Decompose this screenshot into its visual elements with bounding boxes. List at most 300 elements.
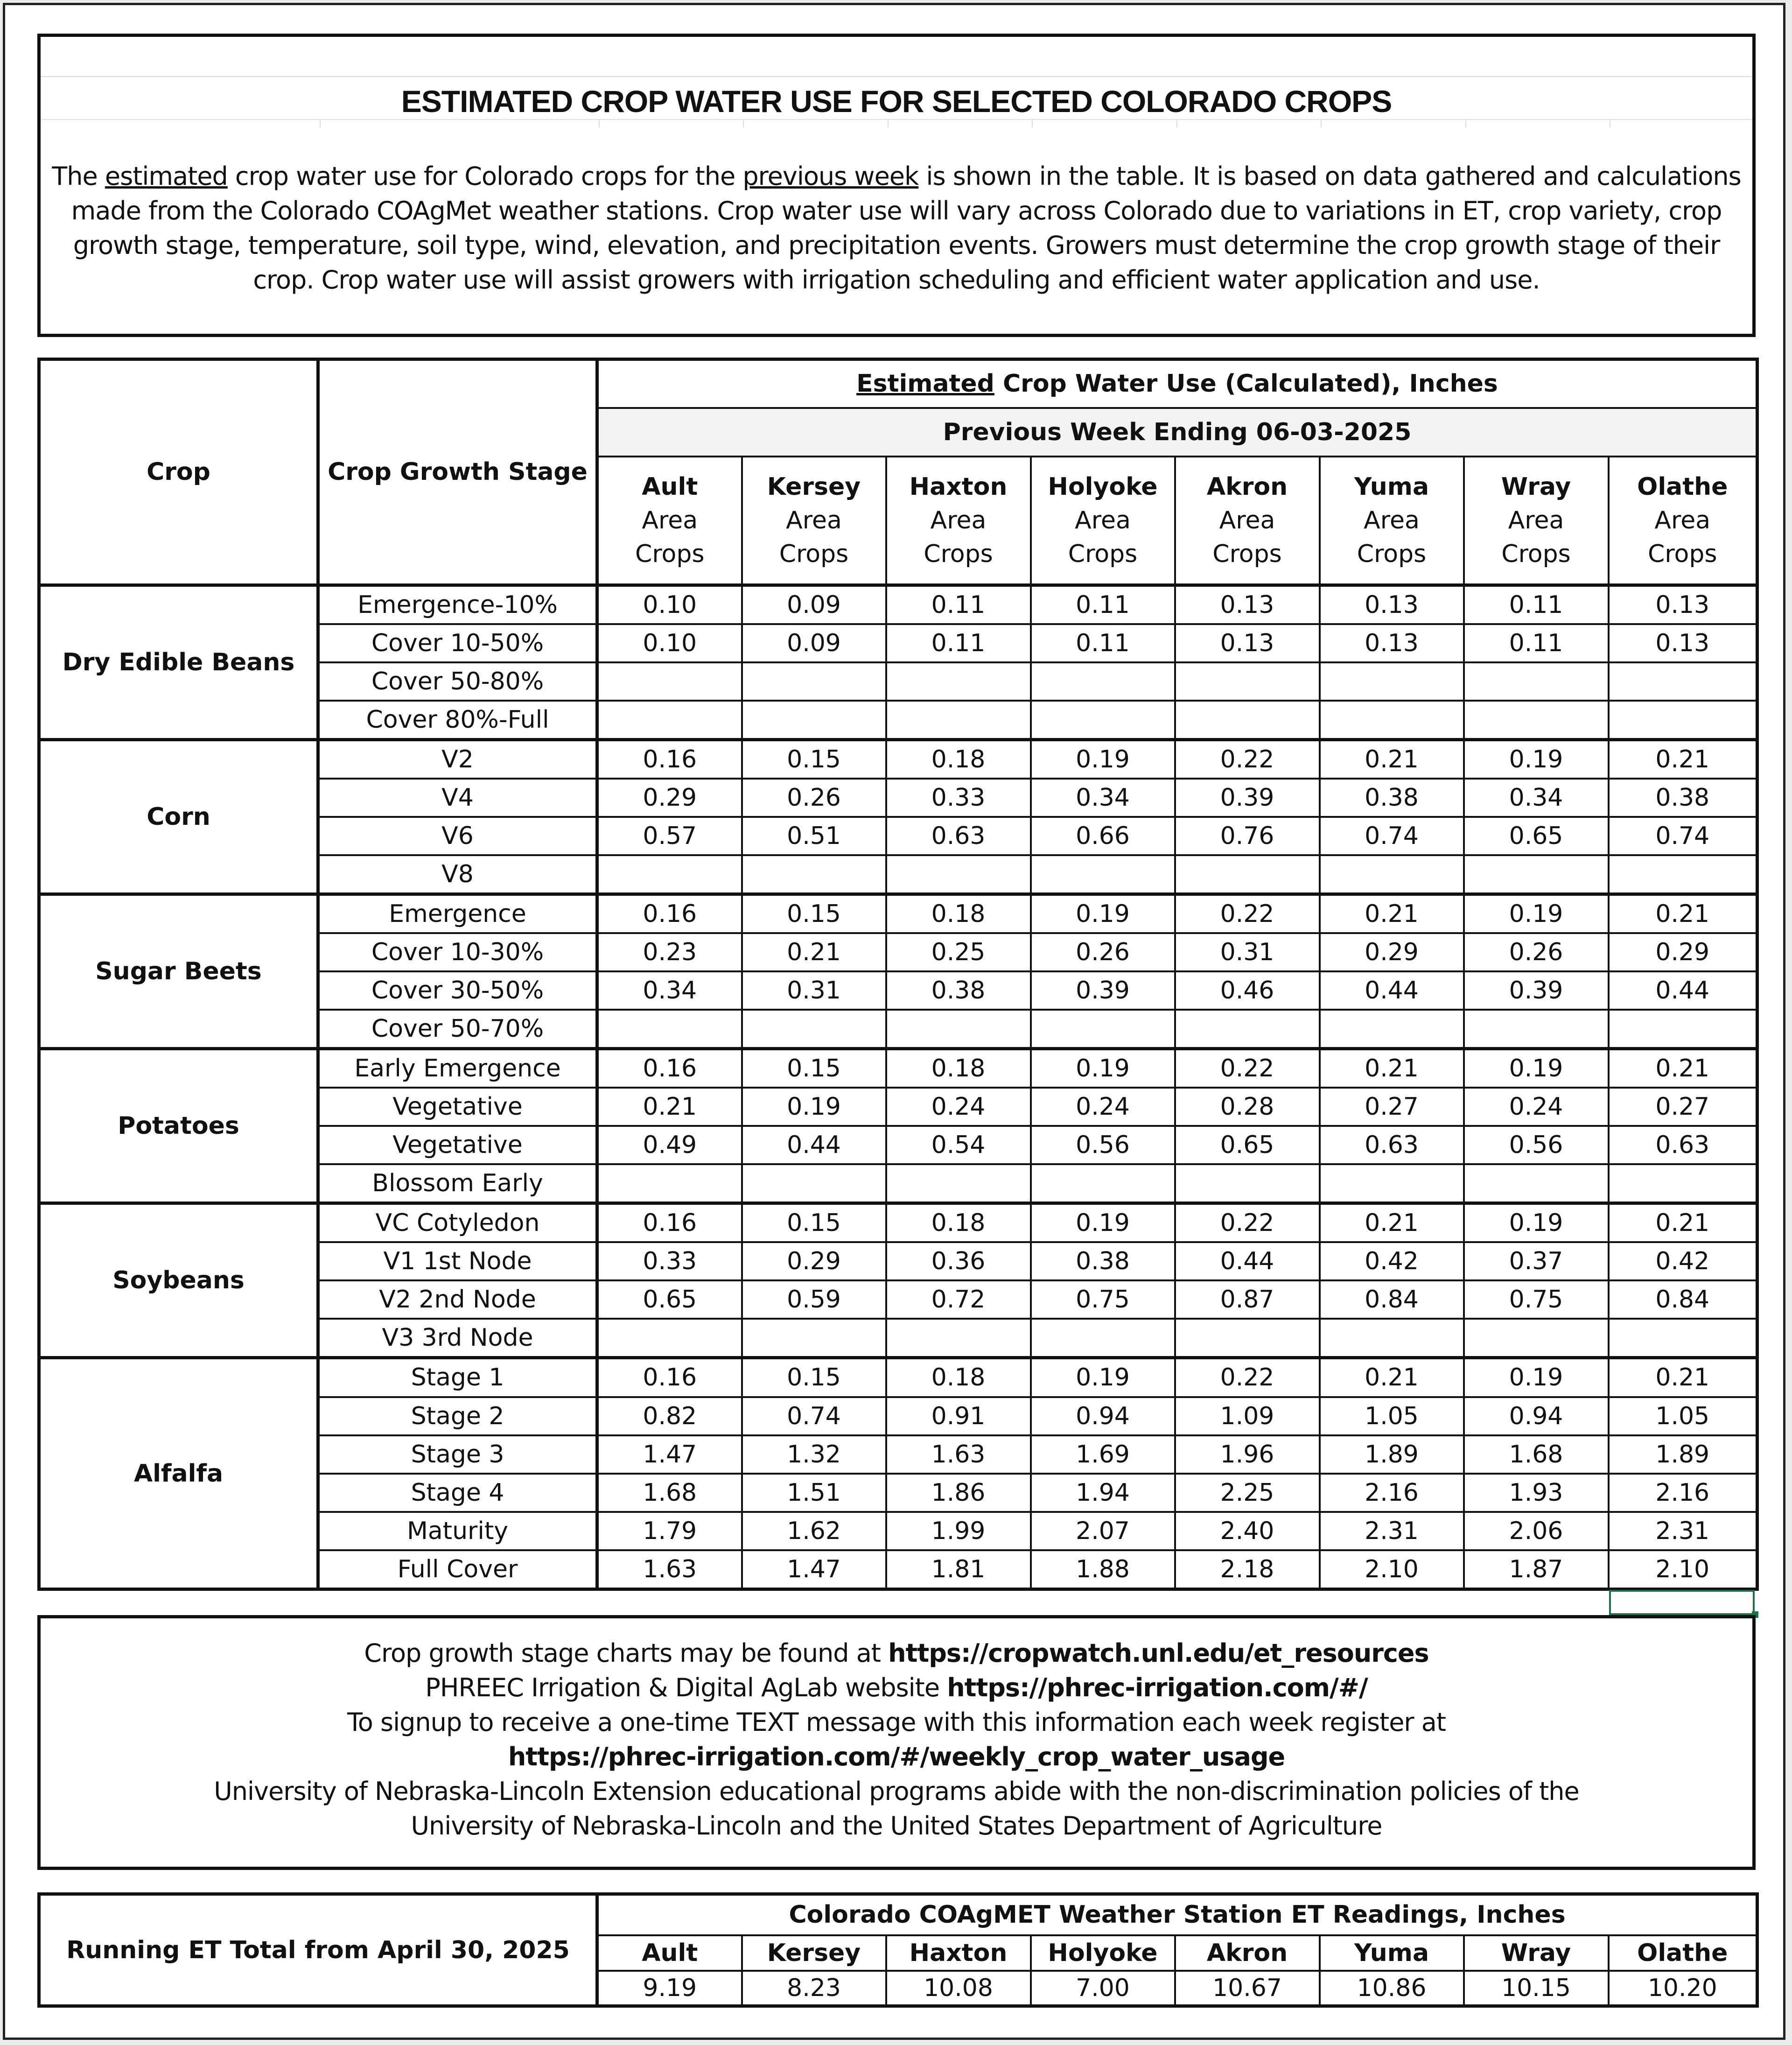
water-use-cell: 0.22 [1175, 894, 1320, 933]
water-use-cell [742, 1010, 886, 1049]
footer-line-text: Crop growth stage charts may be found at [364, 1638, 889, 1668]
water-use-cell: 0.72 [886, 1280, 1031, 1319]
water-use-cell: 0.19 [1031, 1049, 1175, 1088]
water-use-cell: 0.57 [597, 817, 742, 855]
water-use-cell: 0.18 [886, 1358, 1031, 1397]
water-use-cell: 0.13 [1175, 624, 1320, 662]
estimate-header-emphasis: Estimated [856, 370, 994, 398]
water-use-cell [1320, 1319, 1464, 1358]
water-use-cell: 0.21 [1609, 1049, 1757, 1088]
water-use-cell: 0.16 [597, 739, 742, 779]
water-use-cell: 0.74 [742, 1397, 886, 1435]
water-use-cell [597, 1319, 742, 1358]
water-use-cell: 0.19 [1031, 894, 1175, 933]
location-header-olathe [1609, 457, 1757, 585]
water-use-cell: 0.21 [1320, 1203, 1464, 1243]
growth-stage: V1 1st Node [318, 1242, 597, 1280]
water-use-cell: 1.09 [1175, 1397, 1320, 1435]
et-location-akron: Akron [1175, 1935, 1320, 1971]
water-use-cell [1464, 1319, 1609, 1358]
intro-text: is shown in the table. It is based on data gathered and calculations made from the Colorado COAgMet weather stations. Crop water use will vary across Colorado due to variations in ET, crop variety, crop growth stage, temperature, soil type, wind, elevation, and precipitation events. Growers must determine the crop growth stage of their crop. Crop water use will assist growers with irrigation scheduling and efficient water application and use. [71, 162, 1741, 295]
et-location-holyoke: Holyoke [1031, 1935, 1175, 1971]
water-use-cell: 0.22 [1175, 1203, 1320, 1243]
water-use-cell: 0.65 [1175, 1126, 1320, 1164]
water-use-cell: 0.18 [886, 739, 1031, 779]
water-use-cell: 2.16 [1320, 1474, 1464, 1512]
water-use-cell: 0.94 [1464, 1397, 1609, 1435]
water-use-cell: 0.38 [886, 971, 1031, 1010]
water-use-cell: 0.19 [1464, 1358, 1609, 1397]
location-header-wray [1464, 457, 1609, 585]
water-use-cell: 0.11 [1031, 624, 1175, 662]
location-name: Olathe [1637, 472, 1728, 501]
et-location-yuma: Yuma [1320, 1935, 1464, 1971]
water-use-cell: 0.84 [1320, 1280, 1464, 1319]
water-use-cell: 0.94 [1031, 1397, 1175, 1435]
water-use-cell: 0.10 [597, 585, 742, 624]
water-use-cell: 0.51 [742, 817, 886, 855]
intro-text: The [52, 162, 105, 191]
et-value: 10.67 [1175, 1971, 1320, 2006]
crops-label: Crops [1357, 540, 1427, 568]
water-use-cell: 0.39 [1031, 971, 1175, 1010]
footer-line [41, 1740, 1752, 1774]
location-name: Haxton [909, 472, 1008, 501]
water-use-cell: 0.15 [742, 739, 886, 779]
crops-label: Crops [1501, 540, 1571, 568]
water-use-cell [1464, 1164, 1609, 1203]
water-use-cell: 0.59 [742, 1280, 886, 1319]
crop-name: Sugar Beets [39, 894, 318, 1048]
location-name: Wray [1501, 472, 1571, 501]
water-use-cell: 0.44 [1320, 971, 1464, 1010]
water-use-cell: 0.13 [1320, 585, 1464, 624]
water-use-cell: 0.15 [742, 1203, 886, 1243]
crops-label: Crops [1648, 540, 1717, 568]
water-use-cell: 1.86 [886, 1474, 1031, 1512]
water-use-cell: 1.51 [742, 1474, 886, 1512]
water-use-cell: 0.21 [1320, 894, 1464, 933]
water-use-cell: 0.39 [1175, 779, 1320, 817]
growth-stage: Vegetative [318, 1088, 597, 1126]
location-header-ault [597, 457, 742, 585]
location-name: Holyoke [1048, 472, 1158, 501]
water-use-cell: 0.13 [1175, 585, 1320, 624]
water-use-cell [886, 662, 1031, 701]
table-row [39, 1049, 1757, 1088]
water-use-cell: 0.15 [742, 894, 886, 933]
water-use-cell: 2.06 [1464, 1512, 1609, 1550]
intro-emphasis: estimated [105, 162, 228, 191]
water-use-cell [1175, 701, 1320, 740]
water-use-cell: 0.87 [1175, 1280, 1320, 1319]
water-use-cell: 0.65 [1464, 817, 1609, 855]
water-use-cell: 2.40 [1175, 1512, 1320, 1550]
growth-stage: Vegetative [318, 1126, 597, 1164]
growth-stage: Emergence-10% [318, 585, 597, 624]
water-use-cell: 0.49 [597, 1126, 742, 1164]
footer-text [41, 1636, 1752, 1843]
water-use-cell: 0.39 [1464, 971, 1609, 1010]
cropwatch-link[interactable]: https://cropwatch.unl.edu/et_resources [888, 1638, 1429, 1668]
area-label: Area [1075, 506, 1131, 534]
water-use-cell: 0.34 [1031, 779, 1175, 817]
water-use-cell: 1.05 [1609, 1397, 1757, 1435]
water-use-cell [1031, 1164, 1175, 1203]
growth-stage: V3 3rd Node [318, 1319, 597, 1358]
water-use-cell: 0.11 [1031, 585, 1175, 624]
water-use-cell: 0.11 [1464, 624, 1609, 662]
footer-line [41, 1671, 1752, 1705]
water-use-cell: 0.24 [1464, 1088, 1609, 1126]
water-use-cell: 1.68 [597, 1474, 742, 1512]
water-use-cell: 1.96 [1175, 1435, 1320, 1474]
growth-stage: V2 [318, 739, 597, 779]
water-use-cell [742, 701, 886, 740]
growth-stage: Stage 2 [318, 1397, 597, 1435]
area-label: Area [1219, 506, 1275, 534]
water-use-cell: 0.25 [886, 933, 1031, 971]
crops-label: Crops [1212, 540, 1282, 568]
intro-text: crop water use for Colorado crops for the [227, 162, 743, 191]
crops-label: Crops [635, 540, 705, 568]
growth-stage: Blossom Early [318, 1164, 597, 1203]
water-use-cell: 0.16 [597, 1358, 742, 1397]
water-use-cell [597, 701, 742, 740]
water-use-cell: 0.65 [597, 1280, 742, 1319]
water-use-cell [1031, 662, 1175, 701]
water-use-cell: 0.23 [597, 933, 742, 971]
water-use-cell: 1.63 [886, 1435, 1031, 1474]
water-use-cell: 2.31 [1320, 1512, 1464, 1550]
water-use-cell: 0.15 [742, 1358, 886, 1397]
water-use-cell: 2.07 [1031, 1512, 1175, 1550]
stage-column-header: Crop Growth Stage [318, 359, 597, 585]
water-use-cell: 0.11 [886, 585, 1031, 624]
water-use-cell: 0.26 [742, 779, 886, 817]
sheet-gridline [41, 76, 1752, 77]
water-use-cell [1609, 662, 1757, 701]
water-use-cell: 0.21 [1609, 1203, 1757, 1243]
phrec-link[interactable]: https://phrec-irrigation.com/#/ [947, 1673, 1368, 1702]
water-use-cell [597, 1164, 742, 1203]
crop-name: Corn [39, 739, 318, 894]
water-use-cell: 0.37 [1464, 1242, 1609, 1280]
water-use-cell: 0.75 [1464, 1280, 1609, 1319]
selected-cell-outline[interactable] [1609, 1590, 1755, 1615]
water-use-cell [1031, 1319, 1175, 1358]
water-use-cell: 0.42 [1609, 1242, 1757, 1280]
water-use-cell: 0.27 [1609, 1088, 1757, 1126]
area-label: Area [1508, 506, 1564, 534]
water-use-cell [597, 662, 742, 701]
water-use-cell: 2.25 [1175, 1474, 1320, 1512]
water-use-cell [1031, 1010, 1175, 1049]
water-use-cell: 0.19 [1464, 894, 1609, 933]
water-use-cell: 1.32 [742, 1435, 886, 1474]
water-use-cell: 1.68 [1464, 1435, 1609, 1474]
growth-stage: VC Cotyledon [318, 1203, 597, 1243]
water-use-cell [597, 1010, 742, 1049]
water-use-cell: 0.10 [597, 624, 742, 662]
water-use-cell: 1.94 [1031, 1474, 1175, 1512]
header-box [37, 34, 1756, 337]
water-use-cell: 0.29 [1609, 933, 1757, 971]
water-use-cell: 0.21 [1609, 739, 1757, 779]
area-label: Area [930, 506, 987, 534]
et-value: 9.19 [597, 1971, 742, 2006]
location-header-holyoke [1031, 457, 1175, 585]
water-use-cell: 0.44 [742, 1126, 886, 1164]
et-value: 10.15 [1464, 1971, 1609, 2006]
location-header-akron [1175, 457, 1320, 585]
signup-link[interactable]: https://phrec-irrigation.com/#/weekly_crop_water_usage [508, 1742, 1285, 1771]
growth-stage: Full Cover [318, 1550, 597, 1589]
water-use-cell: 1.63 [597, 1550, 742, 1589]
growth-stage: V4 [318, 779, 597, 817]
water-use-cell [1320, 662, 1464, 701]
water-use-cell: 0.74 [1320, 817, 1464, 855]
water-use-cell: 0.27 [1320, 1088, 1464, 1126]
et-value: 10.86 [1320, 1971, 1464, 2006]
water-use-cell [1175, 662, 1320, 701]
intro-emphasis: previous week [742, 162, 919, 191]
area-label: Area [1654, 506, 1711, 534]
location-name: Yuma [1354, 472, 1429, 501]
water-use-cell: 0.11 [886, 624, 1031, 662]
water-use-cell: 0.13 [1320, 624, 1464, 662]
et-value: 7.00 [1031, 1971, 1175, 2006]
water-use-cell: 1.99 [886, 1512, 1031, 1550]
growth-stage: Cover 30-50% [318, 971, 597, 1010]
water-use-cell [1320, 855, 1464, 894]
footer-box [37, 1615, 1756, 1870]
location-name: Ault [642, 472, 698, 501]
water-use-cell: 0.44 [1609, 971, 1757, 1010]
et-location-olathe: Olathe [1609, 1935, 1757, 1971]
crop-name: Dry Edible Beans [39, 585, 318, 739]
page-title: ESTIMATED CROP WATER USE FOR SELECTED COLORADO CROPS [401, 84, 1392, 119]
water-use-cell: 0.18 [886, 1203, 1031, 1243]
crops-label: Crops [1068, 540, 1138, 568]
water-use-cell: 0.46 [1175, 971, 1320, 1010]
water-use-cell [886, 1010, 1031, 1049]
water-use-cell: 1.47 [597, 1435, 742, 1474]
water-use-cell: 0.42 [1320, 1242, 1464, 1280]
water-use-cell: 1.47 [742, 1550, 886, 1589]
water-use-cell: 0.13 [1609, 585, 1757, 624]
water-use-cell: 1.79 [597, 1512, 742, 1550]
growth-stage: Cover 10-30% [318, 933, 597, 971]
water-use-cell: 0.66 [1031, 817, 1175, 855]
crops-label: Crops [924, 540, 993, 568]
location-header-yuma [1320, 457, 1464, 585]
table-row [39, 1358, 1757, 1397]
water-use-cell: 0.19 [1031, 1358, 1175, 1397]
water-use-cell [742, 1164, 886, 1203]
water-use-cell [1464, 855, 1609, 894]
water-use-cell: 0.38 [1031, 1242, 1175, 1280]
water-use-cell [1609, 1010, 1757, 1049]
growth-stage: Early Emergence [318, 1049, 597, 1088]
area-label: Area [786, 506, 842, 534]
growth-stage: Emergence [318, 894, 597, 933]
water-use-cell: 0.75 [1031, 1280, 1175, 1319]
water-use-cell: 0.34 [1464, 779, 1609, 817]
growth-stage: Stage 1 [318, 1358, 597, 1397]
water-use-cell: 0.11 [1464, 585, 1609, 624]
water-use-cell: 0.54 [886, 1126, 1031, 1164]
water-use-cell: 0.63 [1609, 1126, 1757, 1164]
intro-paragraph [44, 159, 1749, 297]
water-use-cell: 2.16 [1609, 1474, 1757, 1512]
growth-stage: Cover 10-50% [318, 624, 597, 662]
et-location-wray: Wray [1464, 1935, 1609, 1971]
water-use-cell: 0.84 [1609, 1280, 1757, 1319]
table-row [39, 894, 1757, 933]
water-use-cell: 0.28 [1175, 1088, 1320, 1126]
water-use-cell: 0.63 [886, 817, 1031, 855]
et-readings-table [37, 1892, 1759, 2008]
estimate-header-text: Crop Water Use (Calculated), Inches [994, 370, 1498, 398]
location-header-kersey [742, 457, 886, 585]
water-use-cell: 0.56 [1031, 1126, 1175, 1164]
estimate-header [597, 359, 1757, 408]
water-use-cell [1175, 1164, 1320, 1203]
table-row [39, 739, 1757, 779]
water-use-cell [1609, 701, 1757, 740]
water-use-cell [1609, 855, 1757, 894]
water-use-cell [1609, 1319, 1757, 1358]
water-use-cell: 0.74 [1609, 817, 1757, 855]
water-use-cell: 0.09 [742, 624, 886, 662]
water-use-cell [1320, 1164, 1464, 1203]
table-row [39, 585, 1757, 624]
table-row [39, 1203, 1757, 1243]
water-use-cell: 2.10 [1609, 1550, 1757, 1589]
footer-line-text: PHREEC Irrigation & Digital AgLab website [425, 1673, 947, 1702]
water-use-cell: 0.24 [886, 1088, 1031, 1126]
water-use-cell: 0.18 [886, 894, 1031, 933]
water-use-cell: 1.89 [1320, 1435, 1464, 1474]
crop-water-use-table [37, 358, 1759, 1591]
growth-stage: V2 2nd Node [318, 1280, 597, 1319]
growth-stage: V8 [318, 855, 597, 894]
et-location-haxton: Haxton [886, 1935, 1031, 1971]
water-use-cell [886, 1164, 1031, 1203]
water-use-cell [1609, 1164, 1757, 1203]
et-header: Colorado COAgMET Weather Station ET Readings, Inches [597, 1894, 1757, 1935]
water-use-cell: 0.19 [1464, 1049, 1609, 1088]
water-use-cell [742, 662, 886, 701]
water-use-cell [886, 855, 1031, 894]
growth-stage: Stage 4 [318, 1474, 597, 1512]
water-use-cell: 0.82 [597, 1397, 742, 1435]
water-use-cell: 0.21 [1609, 1358, 1757, 1397]
water-use-cell: 0.09 [742, 585, 886, 624]
water-use-cell: 1.93 [1464, 1474, 1609, 1512]
water-use-cell [1175, 1319, 1320, 1358]
crop-name: Potatoes [39, 1049, 318, 1203]
water-use-cell: 0.21 [1609, 894, 1757, 933]
water-use-cell: 0.19 [1031, 739, 1175, 779]
water-use-cell [886, 701, 1031, 740]
water-use-cell: 0.19 [1031, 1203, 1175, 1243]
water-use-cell: 0.19 [1464, 1203, 1609, 1243]
water-use-cell: 1.62 [742, 1512, 886, 1550]
area-label: Area [1364, 506, 1420, 534]
water-use-cell: 0.22 [1175, 739, 1320, 779]
water-use-cell [1031, 701, 1175, 740]
water-use-cell: 0.38 [1609, 779, 1757, 817]
water-use-cell: 0.38 [1320, 779, 1464, 817]
water-use-cell: 0.22 [1175, 1049, 1320, 1088]
footer-line: University of Nebraska-Lincoln and the United States Department of Agriculture [411, 1811, 1382, 1841]
location-name: Akron [1206, 472, 1288, 501]
water-use-cell: 0.22 [1175, 1358, 1320, 1397]
location-name: Kersey [767, 472, 861, 501]
water-use-cell: 0.31 [1175, 933, 1320, 971]
water-use-cell [1464, 1010, 1609, 1049]
et-value: 8.23 [742, 1971, 886, 2006]
water-use-cell: 0.21 [1320, 1049, 1464, 1088]
water-use-cell: 2.10 [1320, 1550, 1464, 1589]
water-use-cell [742, 855, 886, 894]
water-use-cell: 0.91 [886, 1397, 1031, 1435]
water-use-cell [597, 855, 742, 894]
crop-name: Soybeans [39, 1203, 318, 1358]
water-use-cell: 2.18 [1175, 1550, 1320, 1589]
water-use-cell [1031, 855, 1175, 894]
water-use-cell: 0.21 [597, 1088, 742, 1126]
water-use-cell: 0.13 [1609, 624, 1757, 662]
footer-line: University of Nebraska-Lincoln Extension educational programs abide with the non-discrimination policies of the [214, 1777, 1579, 1806]
water-use-cell [742, 1319, 886, 1358]
water-use-cell: 0.34 [597, 971, 742, 1010]
water-use-cell: 0.16 [597, 1049, 742, 1088]
crop-name: Alfalfa [39, 1358, 318, 1589]
water-use-cell: 1.89 [1609, 1435, 1757, 1474]
water-use-cell: 0.24 [1031, 1088, 1175, 1126]
water-use-cell: 0.76 [1175, 817, 1320, 855]
water-use-cell [1175, 855, 1320, 894]
growth-stage: Cover 50-70% [318, 1010, 597, 1049]
water-use-cell: 2.31 [1609, 1512, 1757, 1550]
water-use-cell: 0.21 [1320, 739, 1464, 779]
water-use-cell: 0.26 [1031, 933, 1175, 971]
water-use-cell [1464, 662, 1609, 701]
water-use-cell: 0.16 [597, 894, 742, 933]
water-use-cell: 1.88 [1031, 1550, 1175, 1589]
water-use-cell: 0.63 [1320, 1126, 1464, 1164]
water-use-cell: 0.18 [886, 1049, 1031, 1088]
growth-stage: Maturity [318, 1512, 597, 1550]
water-use-cell: 1.81 [886, 1550, 1031, 1589]
area-label: Area [642, 506, 698, 534]
water-use-cell [1175, 1010, 1320, 1049]
water-use-cell: 0.26 [1464, 933, 1609, 971]
water-use-cell: 0.16 [597, 1203, 742, 1243]
growth-stage: Cover 50-80% [318, 662, 597, 701]
water-use-cell: 0.33 [886, 779, 1031, 817]
growth-stage: Cover 80%-Full [318, 701, 597, 740]
water-use-cell: 0.19 [1464, 739, 1609, 779]
water-use-cell [1464, 701, 1609, 740]
water-use-cell: 0.56 [1464, 1126, 1609, 1164]
water-use-cell: 0.29 [742, 1242, 886, 1280]
water-use-cell: 0.21 [1320, 1358, 1464, 1397]
water-use-cell: 0.33 [597, 1242, 742, 1280]
